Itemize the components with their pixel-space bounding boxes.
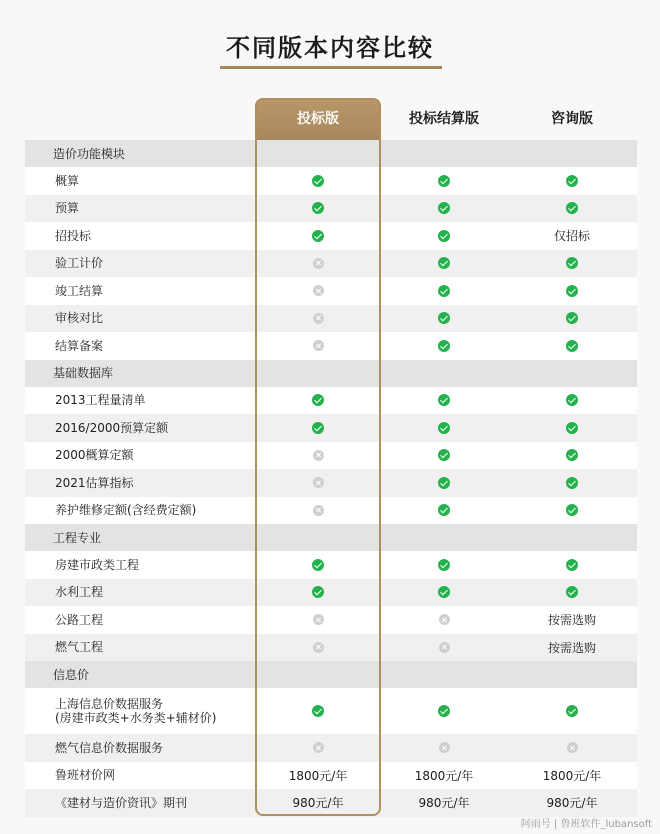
check-icon	[438, 285, 450, 297]
row-label	[25, 201, 255, 215]
cell-unavailable	[255, 505, 381, 516]
comparison-table	[25, 140, 637, 817]
row-label	[25, 421, 255, 435]
row-label-text: 燃气信息价数据服务	[55, 740, 164, 755]
row-label-text: 2000概算定额	[55, 448, 134, 463]
check-icon	[312, 202, 324, 214]
check-icon	[566, 202, 578, 214]
row-label-text: 2021估算指标	[55, 475, 134, 490]
cell-available	[381, 340, 507, 352]
cell-unavailable	[255, 614, 381, 625]
title-underline	[220, 66, 442, 69]
cell-available	[507, 422, 637, 434]
table-row	[25, 222, 637, 250]
cross-icon	[313, 258, 324, 269]
cell-available	[507, 705, 637, 717]
table-row	[25, 442, 637, 470]
cross-icon	[439, 642, 450, 653]
check-icon	[438, 230, 450, 242]
row-label	[25, 697, 255, 725]
row-label	[25, 741, 255, 755]
cell-unavailable	[255, 450, 381, 461]
section-header	[25, 360, 637, 387]
row-label-text: 预算	[55, 201, 80, 216]
cell-available	[255, 202, 381, 214]
cell-available	[381, 586, 507, 598]
table-row	[25, 634, 637, 662]
row-label	[25, 284, 255, 298]
row-label-text: 竣工结算	[55, 283, 104, 298]
cell-available	[255, 394, 381, 406]
cross-icon	[313, 642, 324, 653]
row-label	[25, 558, 255, 572]
table-row	[25, 250, 637, 278]
section-header	[25, 661, 637, 688]
cell-available	[381, 422, 507, 434]
table-row	[25, 551, 637, 579]
cell-text: 980元/年	[418, 796, 470, 811]
row-label-text: 房建市政类工程	[55, 557, 140, 572]
cell-available	[507, 312, 637, 324]
cross-icon	[567, 742, 578, 753]
row-label-text: 养护维修定额(含经费定额)	[55, 503, 197, 518]
cell-text: 仅招标	[553, 229, 590, 244]
cell-unavailable	[507, 742, 637, 753]
row-label-text: 鲁班材价网	[55, 768, 116, 783]
table-row	[25, 469, 637, 497]
table-row	[25, 734, 637, 762]
column-header-bid-settlement: 投标结算版	[409, 111, 479, 127]
check-icon	[312, 175, 324, 187]
check-icon	[312, 705, 324, 717]
check-icon	[438, 559, 450, 571]
cell-available	[381, 230, 507, 242]
cell-text: 1800元/年	[542, 768, 602, 783]
row-label	[25, 476, 255, 490]
check-icon	[566, 559, 578, 571]
row-label-subtext: (房建市政类+水务类+辅材价)	[55, 711, 217, 725]
cell-available	[381, 504, 507, 516]
cell-unavailable	[255, 285, 381, 296]
row-label	[25, 256, 255, 270]
table-row	[25, 332, 637, 360]
row-label-text: 招投标	[55, 228, 92, 243]
check-icon	[566, 422, 578, 434]
check-icon	[438, 449, 450, 461]
cell-available	[381, 257, 507, 269]
section-label: 工程专业	[53, 530, 102, 545]
row-label-text: 结算备案	[55, 338, 104, 353]
check-icon	[566, 504, 578, 516]
section-header	[25, 140, 637, 167]
cell-text: 980元/年	[546, 796, 598, 811]
cell-text: 1800元/年	[288, 768, 348, 783]
cell-available	[255, 175, 381, 187]
cell-available	[507, 175, 637, 187]
cell-available	[381, 285, 507, 297]
table-row	[25, 497, 637, 525]
check-icon	[438, 257, 450, 269]
row-label-text: 燃气工程	[55, 640, 104, 655]
cell-available	[381, 175, 507, 187]
cell-available	[507, 449, 637, 461]
cell-available	[507, 504, 637, 516]
table-row	[25, 167, 637, 195]
section-label: 造价功能模块	[53, 146, 126, 161]
check-icon	[438, 312, 450, 324]
check-icon	[312, 586, 324, 598]
row-label	[25, 229, 255, 243]
row-label	[25, 339, 255, 353]
cell-unavailable	[381, 614, 507, 625]
cell-available	[255, 705, 381, 717]
table-row	[25, 789, 637, 817]
check-icon	[566, 340, 578, 352]
table-row	[25, 414, 637, 442]
row-label	[25, 613, 255, 627]
section-label: 基础数据库	[53, 366, 114, 380]
cell-available	[255, 230, 381, 242]
cell-available	[507, 285, 637, 297]
check-icon	[312, 422, 324, 434]
check-icon	[566, 257, 578, 269]
table-row	[25, 606, 637, 634]
cross-icon	[313, 742, 324, 753]
cell-available	[507, 340, 637, 352]
check-icon	[438, 504, 450, 516]
row-label	[25, 393, 255, 407]
cross-icon	[313, 505, 324, 516]
cell-text: 1800元/年	[414, 768, 474, 783]
cell-available	[381, 449, 507, 461]
cell-available	[381, 394, 507, 406]
row-label	[25, 311, 255, 325]
table-row	[25, 277, 637, 305]
cross-icon	[439, 614, 450, 625]
cross-icon	[313, 340, 324, 351]
row-label-text: 概算	[55, 173, 80, 188]
cell-available	[507, 257, 637, 269]
column-header-consulting: 咨询版	[551, 111, 593, 127]
check-icon	[566, 285, 578, 297]
cell-unavailable	[255, 742, 381, 753]
row-label	[25, 585, 255, 599]
table-row	[25, 688, 637, 734]
check-icon	[566, 312, 578, 324]
cell-text: 980元/年	[292, 796, 344, 811]
row-label-text: 上海信息价数据服务	[55, 697, 164, 711]
cell-available	[381, 312, 507, 324]
table-row	[25, 387, 637, 415]
row-label-text: 2016/2000预算定额	[55, 420, 169, 435]
cell-available	[255, 559, 381, 571]
table-row	[25, 195, 637, 223]
check-icon	[566, 449, 578, 461]
cell-available	[507, 559, 637, 571]
row-label-text: 《建材与造价资讯》期刊	[55, 795, 188, 810]
cell-available	[255, 422, 381, 434]
check-icon	[566, 394, 578, 406]
watermark: 阿雨号 | 鲁班软件_lubansoft	[520, 819, 652, 830]
cell-available	[381, 705, 507, 717]
cross-icon	[439, 742, 450, 753]
check-icon	[438, 175, 450, 187]
row-label	[25, 768, 255, 782]
row-label	[25, 503, 255, 517]
cross-icon	[313, 450, 324, 461]
page-title: 不同版本内容比较	[226, 34, 434, 62]
cell-available	[381, 559, 507, 571]
column-header-bid: 投标版	[297, 111, 339, 127]
cell-available	[507, 477, 637, 489]
row-label-text: 验工计价	[55, 256, 104, 271]
row-label	[25, 640, 255, 654]
check-icon	[438, 340, 450, 352]
cell-unavailable	[255, 477, 381, 488]
check-icon	[312, 230, 324, 242]
cell-available	[507, 202, 637, 214]
row-label-text: 审核对比	[55, 311, 104, 326]
cell-unavailable	[255, 313, 381, 324]
table-row	[25, 305, 637, 333]
check-icon	[438, 705, 450, 717]
check-icon	[566, 477, 578, 489]
section-header	[25, 524, 637, 551]
cell-available	[507, 586, 637, 598]
row-label-text: 公路工程	[55, 612, 104, 627]
row-label-text: 2013工程量清单	[55, 393, 146, 408]
cell-unavailable	[255, 642, 381, 653]
cross-icon	[313, 313, 324, 324]
cell-unavailable	[381, 742, 507, 753]
check-icon	[438, 202, 450, 214]
cell-available	[381, 477, 507, 489]
cell-unavailable	[255, 340, 381, 351]
row-label	[25, 448, 255, 462]
table-row	[25, 762, 637, 790]
check-icon	[438, 477, 450, 489]
row-label-text: 水利工程	[55, 585, 104, 600]
check-icon	[438, 586, 450, 598]
check-icon	[312, 394, 324, 406]
cell-unavailable	[255, 258, 381, 269]
section-label: 信息价	[53, 667, 90, 682]
check-icon	[312, 559, 324, 571]
check-icon	[566, 586, 578, 598]
cell-unavailable	[381, 642, 507, 653]
cell-available	[255, 586, 381, 598]
row-label	[25, 174, 255, 188]
cell-available	[507, 394, 637, 406]
row-label	[25, 796, 255, 810]
check-icon	[438, 422, 450, 434]
check-icon	[438, 394, 450, 406]
check-icon	[566, 175, 578, 187]
cross-icon	[313, 477, 324, 488]
cross-icon	[313, 285, 324, 296]
cell-text: 按需选购	[547, 613, 596, 628]
cell-text: 按需选购	[547, 640, 596, 655]
check-icon	[566, 705, 578, 717]
cell-available	[381, 202, 507, 214]
table-row	[25, 579, 637, 607]
cross-icon	[313, 614, 324, 625]
